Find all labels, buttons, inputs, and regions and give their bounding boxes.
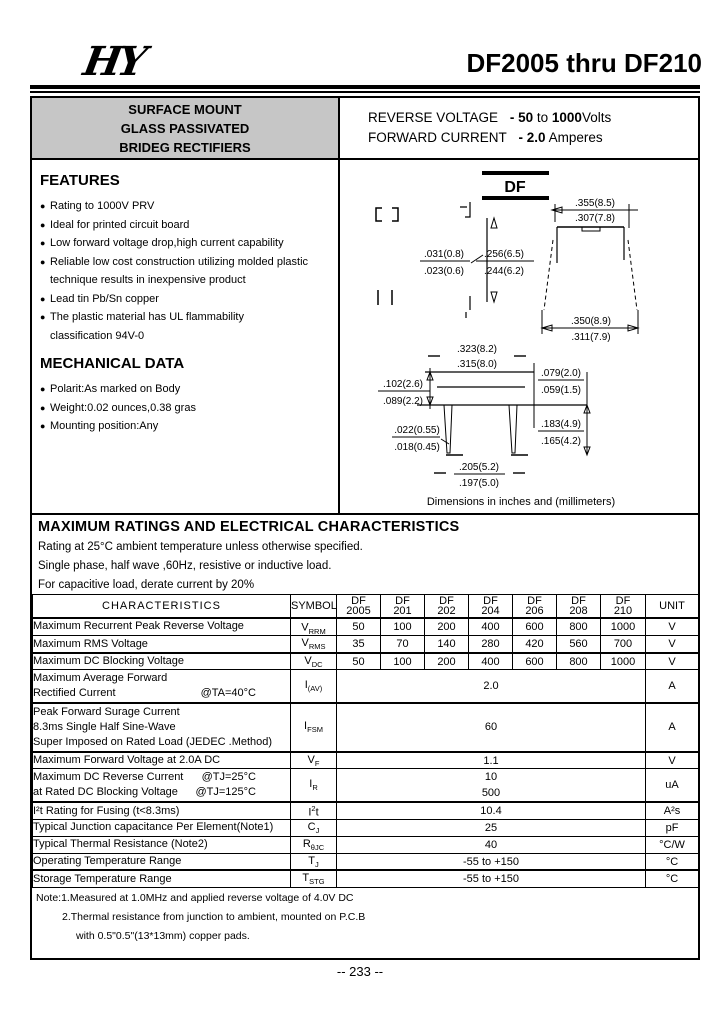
ratings-section-title: MAXIMUM RATINGS AND ELECTRICAL CHARACTERISTICS	[38, 519, 460, 535]
table-row: Peak Forward Surage Current 8.3ms Single Half Sine-Wave Super Imposed on Rated Load (JEDEC .Method) $I_{FSM}$ 60 A	[33, 703, 699, 752]
symbol-cell: $V_{DC}$	[291, 653, 337, 670]
unit-cell: V	[646, 653, 699, 670]
table-row: Maximum Average Forward Rectified Current @TA=40°C $I_{(AV)}$ 2.0 A	[33, 670, 699, 703]
table-row: Typical Junction capacitance Per Element(Note1) $C_J$ 25 pF	[33, 819, 699, 836]
unit-cell: uA	[646, 769, 699, 803]
content-frame	[30, 96, 700, 960]
unit-cell: A²s	[646, 802, 699, 819]
dim-pitch-min: .197(5.0)	[458, 478, 500, 489]
part-number-title: DF2005 thru DF210	[466, 48, 702, 78]
table-row: Maximum Forward Voltage at 2.0A DC $V_F$ 1.1 V	[33, 752, 699, 769]
dim-lead-width-max: .022(0.55)	[394, 425, 440, 436]
type-header: DF 2005	[337, 595, 381, 618]
dim-lead-thickness-min: .023(0.6)	[423, 266, 465, 277]
dash: -	[518, 130, 524, 145]
dim-front-width-max: .323(8.2)	[456, 344, 498, 355]
table-row: I²t Rating for Fusing (t<8.3ms) $I^2t$ 10.4 A²s	[33, 802, 699, 819]
note-line-3: with 0.5"0.5"(13*13mm) copper pads.	[76, 930, 250, 942]
unit-cell: A	[646, 670, 699, 703]
ratings-summary-box	[340, 98, 698, 158]
mechanical-text: Mounting position:Any	[50, 420, 159, 432]
feature-text: Rating to 1000V PRV	[50, 200, 155, 212]
table-row: Operating Temperature Range $T_J$ -55 to +150 °C	[33, 853, 699, 870]
feature-text: Ideal for printed circuit board	[50, 218, 190, 231]
feature-item	[40, 290, 334, 309]
middle-section	[32, 160, 698, 513]
feature-text: The plastic material has UL flammability	[50, 311, 244, 323]
package-name-label: DF	[504, 179, 526, 196]
unit-cell: A	[646, 703, 699, 752]
symbol-cell: $T_{STG}$	[291, 870, 337, 887]
notes-block	[32, 884, 698, 946]
bullet-icon: ●	[40, 421, 46, 431]
table-row: Maximum DC Blocking Voltage $V_{DC}$ 50 100 200 400 600 800 1000 V	[33, 653, 699, 670]
symbol-cell: $I_{FSM}$	[291, 703, 337, 752]
symbol-cell: $V_{RRM}$	[291, 618, 337, 636]
note-line-2: 2.Thermal resistance from junction to ambient, mounted on P.C.B	[62, 911, 366, 923]
symbol-header: SYMBOL	[291, 595, 337, 618]
forward-current-unit: Amperes	[548, 130, 603, 145]
forward-current-label: FORWARD CURRENT	[368, 130, 507, 145]
symbol-cell: $V_F$	[291, 752, 337, 769]
product-line-2: GLASS PASSIVATED	[120, 120, 250, 136]
dim-bottom-width-min: .311(7.9)	[571, 332, 611, 343]
ratings-condition-3: For capacitive load, derate current by 20%	[38, 579, 255, 591]
package-outline-diagram	[342, 160, 700, 513]
unit-cell: V	[646, 618, 699, 636]
reverse-voltage-unit: Volts	[581, 110, 612, 125]
unit-header: UNIT	[646, 595, 699, 618]
reverse-voltage-max: 1000	[551, 110, 582, 125]
reverse-voltage-min: 50	[518, 110, 534, 125]
dim-front-height-min: .089(2.2)	[382, 396, 424, 407]
mechanical-item	[40, 417, 334, 436]
ratings-condition-1: Rating at 25°C ambient temperature unless otherwise specified.	[38, 541, 363, 553]
symbol-cell: $I^2t$	[291, 802, 337, 819]
feature-item	[40, 271, 334, 290]
feature-text: Reliable low cost construction utilizing molded plastic	[50, 255, 309, 268]
feature-item	[40, 253, 334, 272]
characteristics-table	[32, 594, 699, 888]
symbol-cell: $R_{\theta JC}$	[291, 836, 337, 853]
symbol-cell: $V_{RMS}$	[291, 636, 337, 653]
product-line-1: SURFACE MOUNT	[128, 101, 242, 117]
dim-top-width-min: .307(7.8)	[574, 213, 616, 224]
forward-current-value: 2.0	[526, 130, 546, 145]
dim-step-min: .059(1.5)	[540, 385, 582, 396]
dim-lead-width-min: .018(0.45)	[394, 442, 440, 453]
package-drawing	[342, 160, 700, 513]
bullet-icon: ●	[40, 238, 46, 248]
bullet-icon: ●	[40, 219, 46, 230]
table-row: Maximum RMS Voltage $V_{RMS}$ 35 70 140 280 420 560 700 V	[33, 636, 699, 653]
forward-current-line	[368, 128, 698, 148]
mechanical-item	[40, 399, 334, 418]
unit-cell: °C	[646, 870, 699, 887]
dash: -	[509, 110, 515, 125]
dim-step-max: .079(2.0)	[540, 368, 582, 379]
feature-text: Low forward voltage drop,high current capability	[50, 237, 284, 249]
bullet-icon: ●	[40, 384, 46, 394]
feature-item	[40, 327, 334, 346]
dim-pitch-max: .205(5.2)	[458, 462, 500, 473]
bullet-icon: ●	[40, 256, 46, 267]
type-header: DF 201	[381, 595, 425, 618]
mechanical-item	[40, 380, 334, 399]
header-rule	[30, 85, 700, 93]
features-title: FEATURES	[40, 172, 120, 189]
dim-body-height-max: .256(6.5)	[483, 249, 525, 260]
feature-item	[40, 197, 334, 216]
dim-bottom-width-max: .350(8.9)	[570, 316, 612, 327]
table-row: Typical Thermal Resistance (Note2) $R_{\theta JC}$ 40 °C/W	[33, 836, 699, 853]
unit-cell: V	[646, 752, 699, 769]
to-word: to	[536, 110, 549, 125]
feature-item	[40, 234, 334, 253]
feature-text: technique results in inexpensive product	[50, 274, 246, 286]
type-header: DF 206	[513, 595, 557, 618]
symbol-cell: $T_J$	[291, 853, 337, 870]
dim-body-height-min: .244(6.2)	[483, 266, 525, 277]
mechanical-title: MECHANICAL DATA	[40, 355, 185, 372]
mechanical-text: Polarit:As marked on Body	[50, 383, 181, 395]
symbol-cell: $C_J$	[291, 819, 337, 836]
unit-cell: V	[646, 636, 699, 653]
unit-cell: °C	[646, 853, 699, 870]
ratings-condition-2: Single phase, half wave ,60Hz, resistive or inductive load.	[38, 560, 332, 572]
symbol-cell: $I_{(AV)}$	[291, 670, 337, 703]
dim-top-width-max: .355(8.5)	[574, 198, 616, 209]
dim-leg-length-max: .183(4.9)	[540, 419, 582, 430]
type-header: DF 204	[469, 595, 513, 618]
mechanical-text: Weight:0.02 ounces,0.38 gras	[50, 401, 196, 414]
feature-text: classification 94V-0	[50, 329, 145, 342]
ratings-section	[32, 513, 698, 594]
type-header: DF 208	[557, 595, 601, 618]
characteristics-header: CHARACTERISTICS	[33, 595, 291, 618]
product-type-box	[32, 98, 340, 158]
note-line-1: Note:1.Measured at 1.0MHz and applied reverse voltage of 4.0V DC	[36, 892, 354, 904]
bullet-icon: ●	[40, 201, 46, 211]
table-header-row	[33, 595, 699, 618]
page-number: -- 233 --	[336, 964, 384, 979]
reverse-voltage-line	[368, 108, 698, 128]
unit-cell: pF	[646, 819, 699, 836]
feature-text: Lead tin Pb/Sn copper	[50, 292, 159, 305]
product-line-3: BRIDEG RECTIFIERS	[119, 139, 251, 155]
unit-cell: °C/W	[646, 836, 699, 853]
table-row: Storage Temperature Range $T_{STG}$ -55 to +150 °C	[33, 870, 699, 887]
dim-front-height-max: .102(2.6)	[382, 379, 424, 390]
symbol-cell: $I_R$	[291, 769, 337, 803]
table-row: Maximum Recurrent Peak Reverse Voltage $V_{RRM}$ 50 100 200 400 600 800 1000 V	[33, 618, 699, 636]
dim-leg-length-min: .165(4.2)	[540, 436, 582, 447]
table-row: Maximum DC Reverse Current @TJ=25°C at Rated DC Blocking Voltage @TJ=125°C $I_R$ 10 500 uA	[33, 769, 699, 803]
type-header: DF 202	[425, 595, 469, 618]
feature-item	[40, 216, 334, 235]
summary-row	[32, 98, 698, 160]
type-header: DF 210	[601, 595, 646, 618]
features-column	[32, 160, 340, 513]
brand-logo: HY	[79, 38, 147, 85]
diagram-caption: Dimensions in inches and (millimeters)	[426, 496, 616, 508]
dim-lead-thickness-max: .031(0.8)	[423, 249, 465, 260]
bullet-icon: ●	[40, 312, 46, 322]
reverse-voltage-label: REVERSE VOLTAGE	[368, 110, 499, 125]
dim-front-width-min: .315(8.0)	[456, 359, 498, 370]
bullet-icon: ●	[40, 402, 46, 413]
bullet-icon: ●	[40, 293, 46, 304]
feature-item	[40, 308, 334, 327]
